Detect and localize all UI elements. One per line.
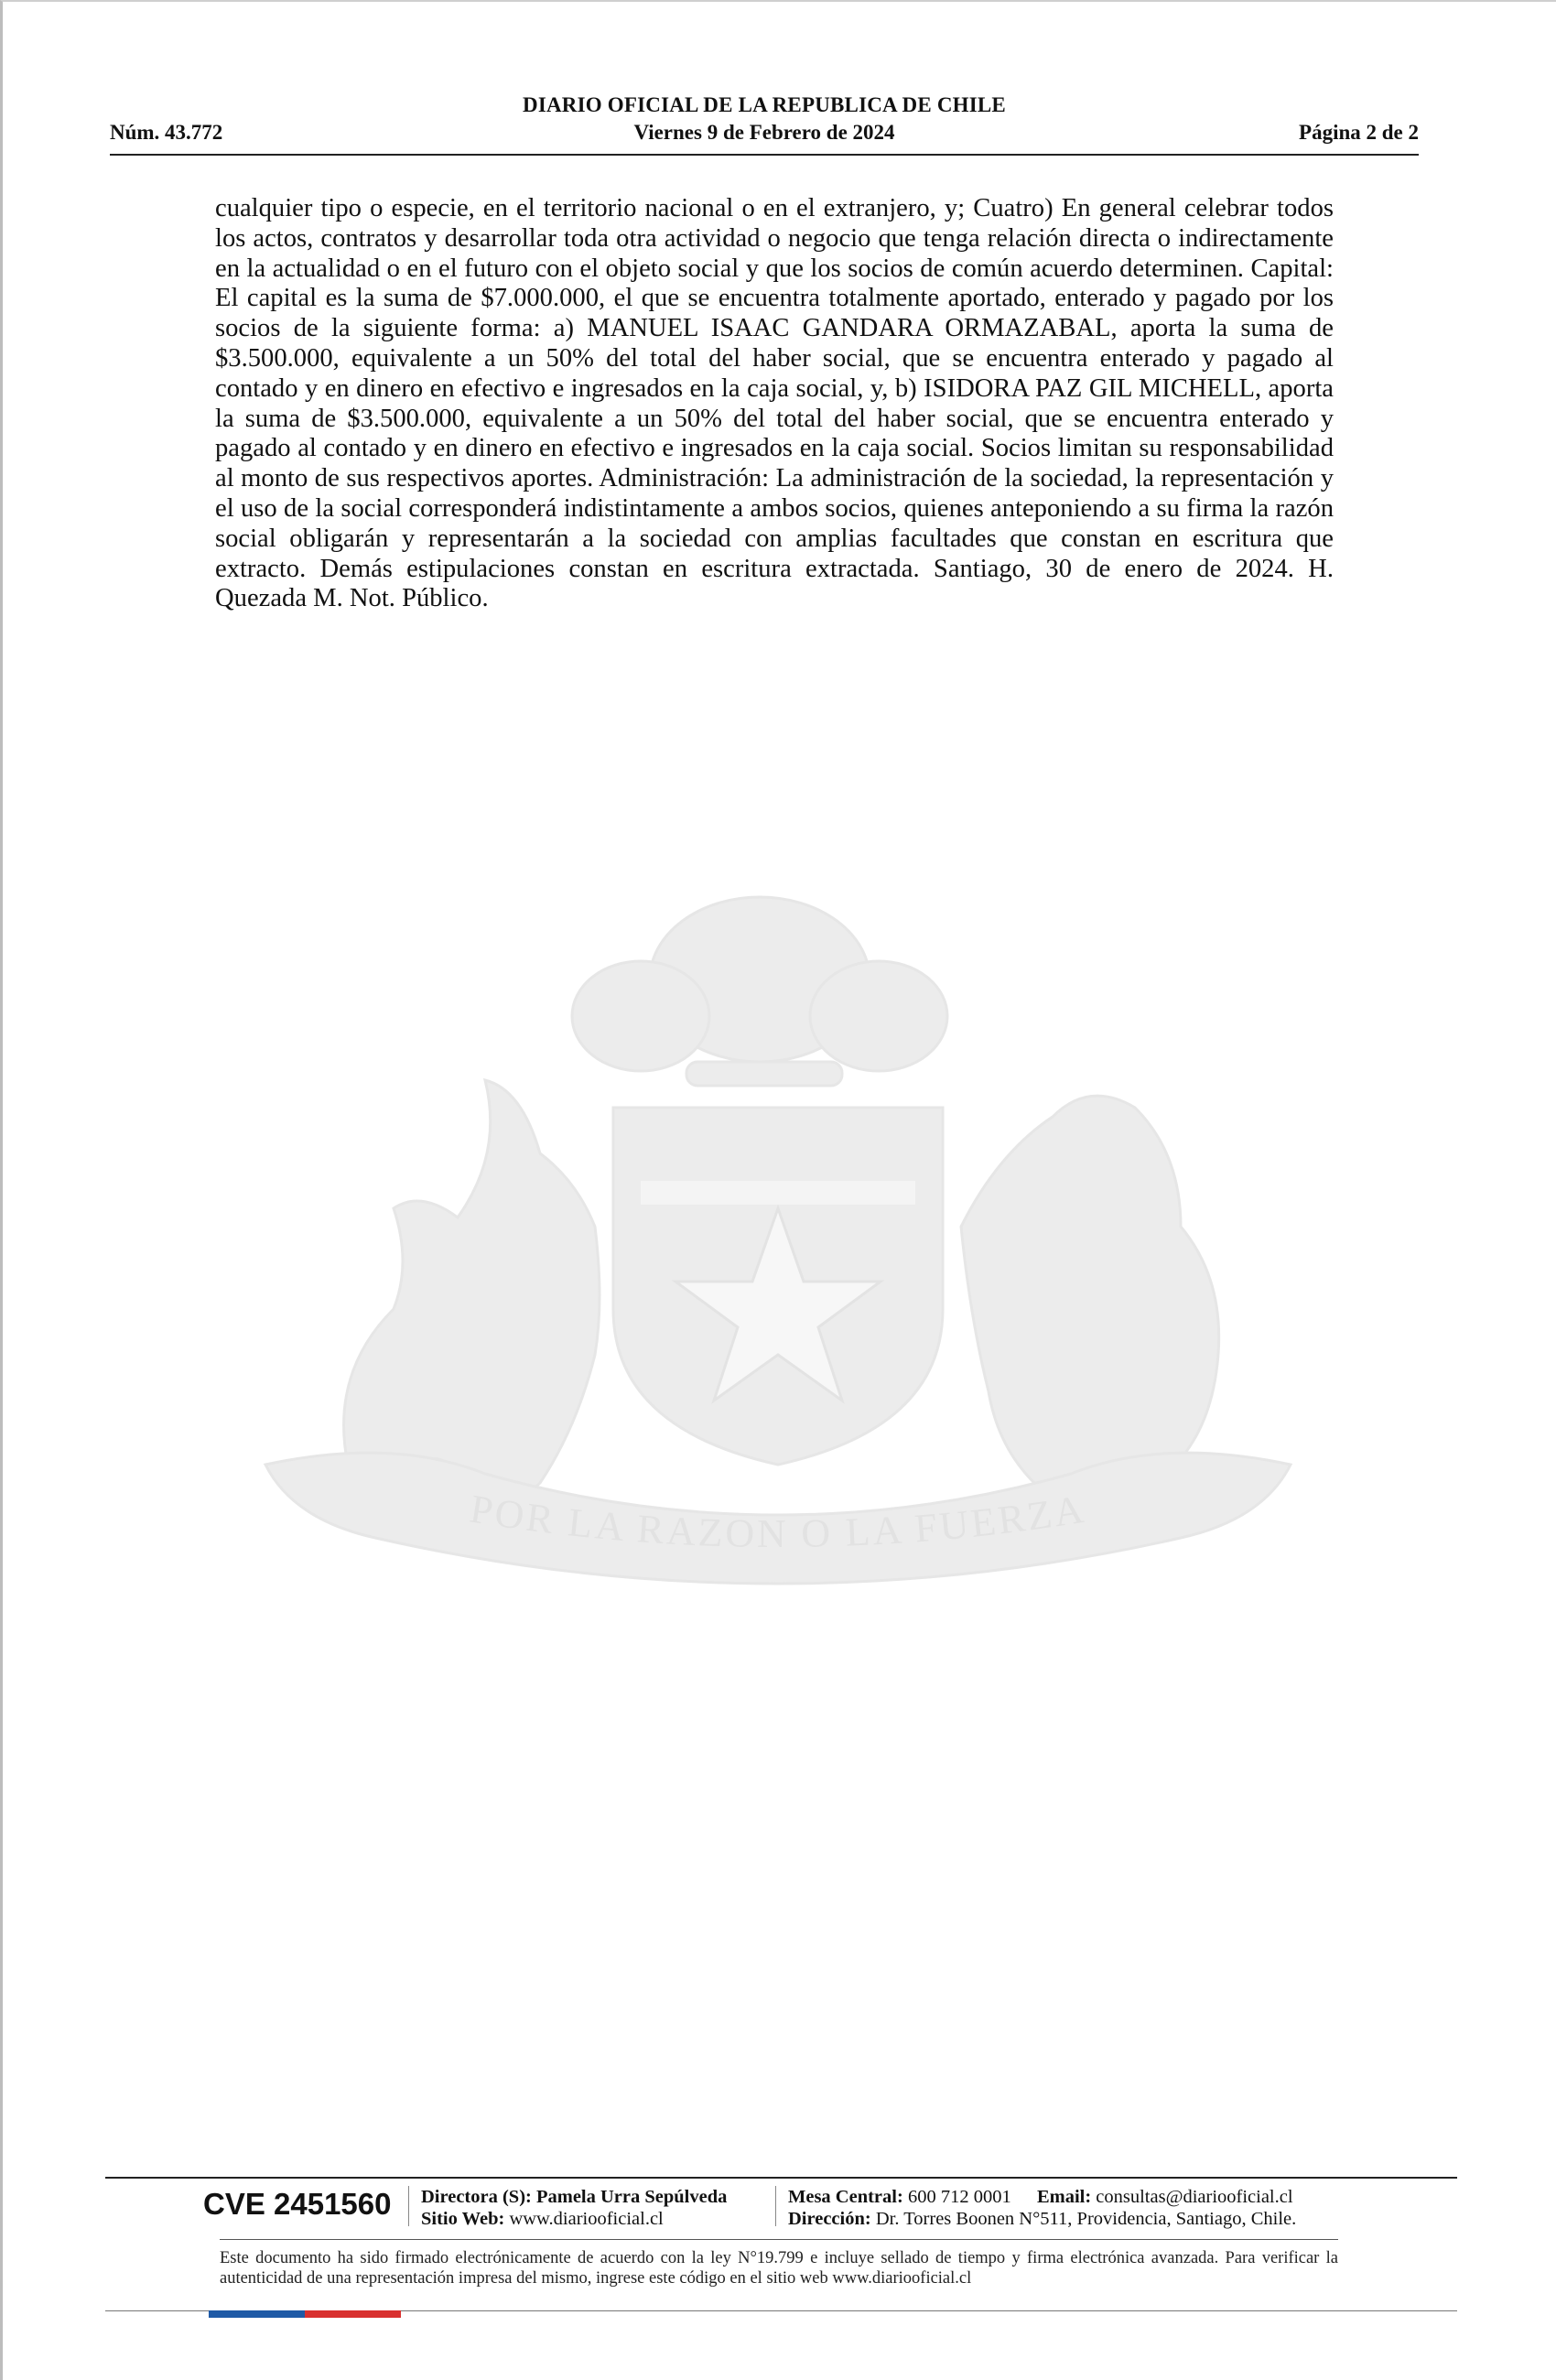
footer-director-block bbox=[421, 2186, 727, 2230]
coat-of-arms-watermark bbox=[211, 879, 1345, 1657]
crown-band-icon bbox=[686, 1062, 842, 1086]
page-number: Página 2 de 2 bbox=[1299, 121, 1419, 144]
footer-contact-block bbox=[788, 2186, 1296, 2230]
plume-icon bbox=[572, 961, 709, 1071]
header-divider bbox=[110, 154, 1419, 156]
newspaper-title: DIARIO OFICIAL DE LA REPUBLICA DE CHILE bbox=[523, 93, 1006, 116]
website-line: Sitio Web: www.diariooficial.cl bbox=[421, 2209, 664, 2229]
legal-notice: Este documento ha sido firmado electrónicamente de acuerdo con la ley N°19.799 e incluye sellado de tiempo y firma electrónica avanzada. Para verificar la autenticidad de una representación impresa del mismo, ingrese este código en el sitio web www.diariooficial.cl bbox=[220, 2249, 1338, 2288]
huemul-icon bbox=[344, 1080, 600, 1501]
condor-icon bbox=[961, 1096, 1219, 1501]
email-link[interactable]: consultas@diariooficial.cl bbox=[1096, 2187, 1293, 2207]
issue-date: Viernes 9 de Febrero de 2024 bbox=[633, 121, 895, 144]
extract-body-text: cualquier tipo o especie, en el territorio nacional o en el extranjero, y; Cuatro) En general celebrar todos los actos, contratos y desarrollar toda otra actividad o negocio que tenga relación directa o indirectamente en la actualidad o en el futuro con el objeto social y que los socios de común acuerdo determinen. Capital: El capital es la suma de $7.000.000, el que se encuentra totalmente aportado, enterado y pagado por los socios de la siguiente forma: a) MANUEL ISAAC GANDARA ORMAZABAL, aporta la suma de $3.500.000, equivalente a un 50% del total del haber social, que se encuentra enterado y pagado al contado y en dinero en efectivo e ingresados en la caja social, y, b) ISIDORA PAZ GIL MICHELL, aporta la suma de $3.500.000, equivalente a un 50% del total del haber social, que se encuentra enterado y pagado al contado y en dinero en efectivo e ingresados en la caja social. Socios limitan su responsabilidad al monto de sus respectivos aportes. Administración: La administración de la sociedad, la representación y el uso de la social corresponderá indistintamente a ambos socios, quienes anteponiendo a su firma la razón social obligarán y representarán a la sociedad con amplias facultades que constan en escritura que extracto. Demás estipulaciones constan en escritura extractada. Santiago, 30 de enero de 2024. H. Quezada M. Not. Público. bbox=[215, 194, 1334, 613]
address-value: Dr. Torres Boonen N°511, Providencia, Santiago, Chile. bbox=[875, 2209, 1297, 2229]
address-line: Dirección: Dr. Torres Boonen N°511, Providencia, Santiago, Chile. bbox=[788, 2209, 1297, 2229]
header-meta-row bbox=[110, 121, 1419, 148]
footer-top-rule bbox=[105, 2177, 1457, 2179]
phone-email-line: Mesa Central: 600 712 0001 Email: consultas@diariooficial.cl bbox=[788, 2187, 1293, 2207]
page-header bbox=[110, 93, 1419, 157]
website-link[interactable]: www.diariooficial.cl bbox=[509, 2209, 664, 2229]
phone-number: 600 712 0001 bbox=[907, 2187, 1011, 2207]
footer-separator bbox=[408, 2186, 409, 2226]
issue-number: Núm. 43.772 bbox=[110, 121, 223, 144]
director-line: Directora (S): Pamela Urra Sepúlveda bbox=[421, 2187, 728, 2207]
plume-icon bbox=[810, 961, 947, 1071]
footer-separator bbox=[775, 2186, 776, 2226]
watermark-motto: POR LA RAZON O LA FUERZA bbox=[467, 1486, 1089, 1557]
footer-middle-rule bbox=[220, 2239, 1338, 2240]
cve-code: CVE 2451560 bbox=[203, 2187, 392, 2221]
flag-red-bar bbox=[305, 2310, 401, 2318]
flag-blue-bar bbox=[209, 2310, 305, 2318]
